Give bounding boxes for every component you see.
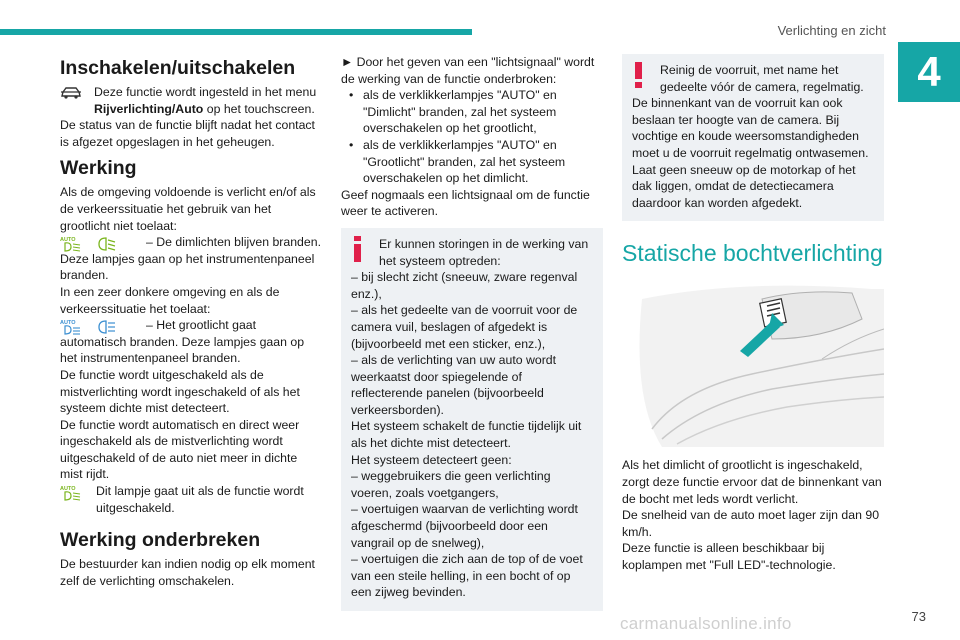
heading-bochtverlichting: Statische bochtverlichting bbox=[622, 240, 883, 267]
list-item: • als de verklikkerlampjes "AUTO" en "Dimlicht" branden, zal het systeem overschakelen op het grootlicht, bbox=[349, 87, 603, 137]
warning-body: De binnenkant van de voorruit kan ook beslaan ter hoogte van de camera. Bij vochtige en koude weersomstandigheden moet u de voorruit regelmatig ontwasemen. Laat geen sneeuw op de motorkap of het dak liggen, omdat de detectiecamera daardoor kan worden afgedekt. bbox=[632, 96, 869, 210]
header-accent-bar bbox=[0, 29, 472, 35]
info-line: – voertuigen waarvan de verlichting wordt afgeschermd (bijvoorbeeld door een vangrail op de snelweg), bbox=[351, 502, 578, 550]
signal-intro: ► Door het geven van een "lichtsignaal" wordt de werking van de functie onderbroken: bbox=[341, 55, 595, 86]
menu-instruction-text: Deze functie wordt ingesteld in het menu Rijverlichting/Auto op het touchscreen. bbox=[94, 85, 317, 116]
grootlicht-text: – Het grootlicht gaat automatisch branden. Deze lampjes gaan op het instrumentenpaneel branden. bbox=[60, 318, 305, 366]
heading-inschakelen: Inschakelen/uitschakelen bbox=[60, 57, 296, 79]
bocht-text-1: Als het dimlicht of grootlicht is ingeschakeld, zorgt deze functie ervoor dat de binnenkant van de bocht met leds wordt verlicht. bbox=[622, 458, 882, 506]
warning-lead: Reinig de voorruit, met name het gedeelte vóór de camera, regelmatig. bbox=[660, 63, 864, 94]
memory-text: De status van de functie blijft nadat het contact is afgezet opgeslagen in het geheugen. bbox=[60, 118, 315, 149]
bocht-text-2: De snelheid van de auto moet lager zijn dan 90 km/h. bbox=[622, 508, 880, 539]
low-beam-icon bbox=[94, 236, 116, 252]
onderbreken-text: De bestuurder kan indien nodig op elk moment zelf de verlichting omschakelen. bbox=[60, 557, 315, 588]
svg-text:AUTO: AUTO bbox=[60, 237, 76, 244]
info-line: – voertuigen die zich aan de top of de voet van een steile helling, in een bocht of op een zijweg bevinden. bbox=[351, 552, 583, 600]
car-icon bbox=[60, 84, 82, 100]
signal-bullets bbox=[341, 87, 603, 187]
svg-text:AUTO: AUTO bbox=[60, 486, 76, 493]
high-beam-icon bbox=[94, 319, 116, 335]
column-middle bbox=[341, 54, 603, 611]
warning-icon bbox=[632, 62, 652, 93]
auto-icon bbox=[60, 236, 82, 252]
menu-instruction bbox=[60, 84, 322, 117]
auto-icon bbox=[60, 485, 82, 501]
dark-intro: In een zeer donkere omgeving en als de verkeerssituatie het toelaat: bbox=[60, 284, 280, 316]
dimlicht-text: – De dimlichten blijven branden. Deze lampjes gaan op het instrumentenpaneel branden. bbox=[60, 235, 321, 283]
column-left bbox=[60, 54, 322, 589]
heading-onderbreken: Werking onderbreken bbox=[60, 529, 261, 552]
chapter-number-tab: 4 bbox=[898, 42, 960, 102]
svg-text:AUTO: AUTO bbox=[60, 320, 76, 327]
watermark: carmanualsonline.info bbox=[620, 614, 792, 633]
info-lead: Er kunnen storingen in de werking van het systeem optreden: bbox=[379, 236, 589, 268]
column-right bbox=[622, 54, 884, 574]
info-line: – als de verlichting van uw auto wordt weerkaatst door spiegelende of reflecterende panelen (bijvoorbeeld verkeersborden). bbox=[351, 353, 557, 417]
werking-intro: Als de omgeving voldoende is verlicht en/of als de verkeerssituatie het gebruik van het grootlicht niet toelaat: bbox=[60, 185, 316, 233]
warning-note bbox=[622, 54, 884, 221]
mist-off-text: De functie wordt uitgeschakeld als de mistverlichting wordt ingeschakeld of als het systeem dichte mist detecteert. bbox=[60, 367, 300, 416]
headlight-illustration bbox=[622, 279, 884, 447]
info-line: – als het gedeelte van de voorruit voor de camera vuil, beslagen of afgedekt is (bijvoorbeeld met een sticker, enz.), bbox=[351, 303, 578, 351]
mist-on-text: De functie wordt automatisch en direct weer ingeschakeld als de mistverlichting wordt uitgeschakeld of de auto niet meer in dichte mist rijdt. bbox=[60, 417, 300, 482]
info-line: – bij slecht zicht (sneeuw, zware regenval enz.), bbox=[351, 270, 578, 301]
auto-icon bbox=[60, 319, 82, 335]
info-line: Het systeem schakelt de functie tijdelijk uit als het dichte mist detecteert. bbox=[351, 419, 582, 451]
heading-werking: Werking bbox=[60, 157, 137, 180]
page-header-title: Verlichting en zicht bbox=[777, 23, 886, 38]
lamp-off-text: Dit lampje gaat uit als de functie wordt uitgeschakeld. bbox=[96, 484, 304, 515]
page-number: 73 bbox=[911, 609, 926, 624]
info-note bbox=[341, 228, 603, 611]
info-icon bbox=[351, 236, 371, 267]
info-line: Het systeem detecteert geen: bbox=[351, 452, 512, 467]
reactivate-text: Geef nogmaals een lichtsignaal om de functie weer te activeren. bbox=[341, 187, 590, 219]
lamp-off-row bbox=[60, 483, 322, 516]
bocht-text-3: Deze functie is alleen beschikbaar bij koplampen met "Full LED"-technologie. bbox=[622, 541, 836, 572]
info-line: – weggebruikers die geen verlichting voeren, zoals voetgangers, bbox=[351, 469, 551, 500]
list-item: • als de verklikkerlampjes "AUTO" en "Grootlicht" branden, zal het systeem overschakelen op het dimlicht. bbox=[349, 137, 603, 187]
